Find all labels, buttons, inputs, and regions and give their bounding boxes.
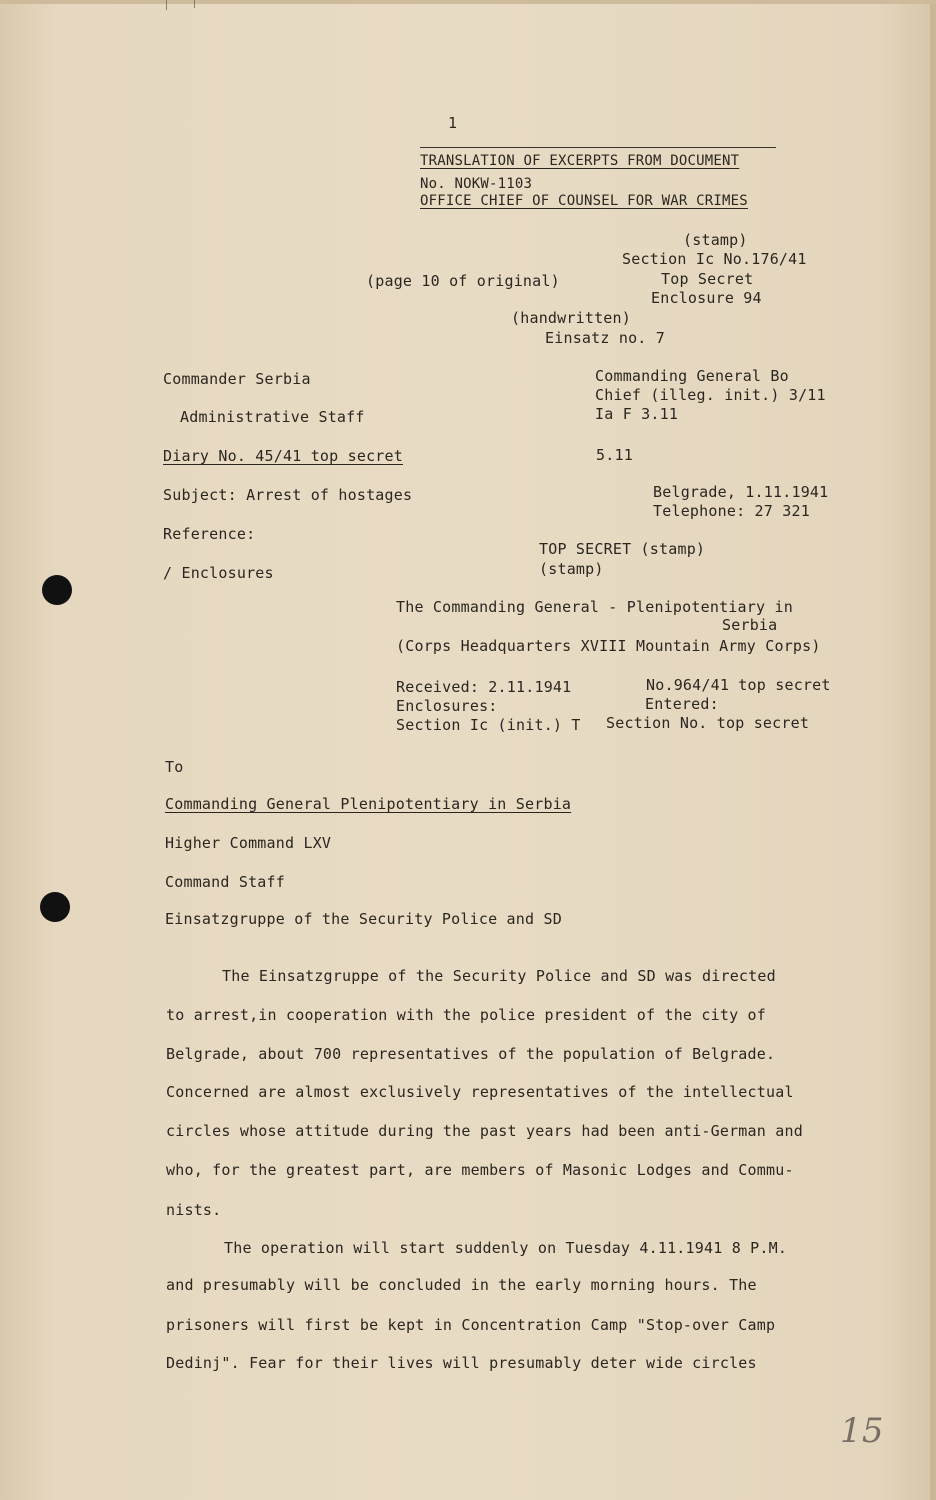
receiving-office-line2: Serbia — [722, 616, 778, 634]
body-line: The Einsatzgruppe of the Security Police and SD was directed — [222, 967, 776, 985]
date-note: 5.11 — [596, 446, 633, 464]
recipient-item: Einsatzgruppe of the Security Police and SD — [165, 910, 562, 928]
body-line: Concerned are almost exclusively representatives of the intellectual — [166, 1083, 794, 1101]
staple-mark — [166, 0, 167, 10]
body-line: circles whose attitude during the past years had been anti-German and — [166, 1122, 803, 1140]
body-line: nists. — [166, 1201, 222, 1219]
punch-hole — [42, 575, 72, 605]
section-initials: Section Ic (init.) T — [396, 716, 581, 734]
page-of-original: (page 10 of original) — [366, 272, 560, 290]
received-number: No.964/41 top secret — [646, 676, 831, 694]
enclosure-number: Enclosure 94 — [651, 289, 762, 307]
administrative-staff: Administrative Staff — [180, 408, 365, 426]
stamp-label: (stamp) — [683, 231, 748, 249]
received-date: Received: 2.11.1941 — [396, 678, 572, 696]
ia-note: Ia F 3.11 — [595, 405, 679, 423]
reference-line: Reference: — [163, 525, 256, 543]
page-edge-right — [930, 0, 936, 1500]
receiving-office-line1: The Commanding General - Plenipotentiary in — [396, 598, 793, 616]
einsatz-number: Einsatz no. 7 — [545, 329, 665, 347]
entered-label: Entered: — [645, 695, 719, 713]
translation-title: TRANSLATION OF EXCERPTS FROM DOCUMENT — [420, 153, 740, 169]
page-edge-top — [0, 0, 936, 4]
commander-serbia: Commander Serbia — [163, 370, 311, 388]
body-line: Dedinj". Fear for their lives will presumably deter wide circles — [166, 1354, 757, 1372]
recipient-item: Commanding General Plenipotentiary in Serbia — [165, 795, 572, 813]
commanding-general-note: Commanding General Bo — [595, 367, 789, 385]
enclosures-line: / Enclosures — [163, 564, 274, 582]
received-enclosures: Enclosures: — [396, 697, 498, 715]
diary-number: Diary No. 45/41 top secret — [163, 447, 403, 465]
top-secret-stamp: TOP SECRET (stamp) — [539, 540, 706, 558]
header-rule — [420, 147, 776, 148]
subject-line: Subject: Arrest of hostages — [163, 486, 413, 504]
punch-hole — [40, 892, 70, 922]
office-line: OFFICE CHIEF OF COUNSEL FOR WAR CRIMES — [420, 193, 748, 209]
chief-initials: Chief (illeg. init.) 3/11 — [595, 386, 826, 404]
stamp-note: (stamp) — [539, 560, 604, 578]
recipient-item: Command Staff — [165, 873, 285, 891]
page-number: 1 — [448, 114, 458, 132]
to-label: To — [165, 758, 184, 776]
classification: Top Secret — [661, 270, 754, 288]
body-line: The operation will start suddenly on Tuesday 4.11.1941 8 P.M. — [224, 1239, 788, 1257]
place-date: Belgrade, 1.11.1941 — [653, 483, 829, 501]
body-line: to arrest,in cooperation with the police president of the city of — [166, 1006, 766, 1024]
telephone: Telephone: 27 321 — [653, 502, 810, 520]
body-line: prisoners will first be kept in Concentration Camp "Stop-over Camp — [166, 1316, 776, 1334]
staple-mark — [194, 0, 195, 8]
body-line: Belgrade, about 700 representatives of the population of Belgrade. — [166, 1045, 776, 1063]
handwritten-page-mark: 15 — [840, 1411, 884, 1451]
body-line: and presumably will be concluded in the early morning hours. The — [166, 1276, 757, 1294]
section-number: Section Ic No.176/41 — [622, 250, 807, 268]
recipient-item: Higher Command LXV — [165, 834, 332, 852]
corps-headquarters: (Corps Headquarters XVIII Mountain Army Corps) — [396, 637, 821, 655]
handwritten-note: (handwritten) — [511, 309, 631, 327]
section-number-secret: Section No. top secret — [606, 714, 810, 732]
body-line: who, for the greatest part, are members of Masonic Lodges and Commu- — [166, 1161, 794, 1179]
document-number: No. NOKW-1103 — [420, 176, 533, 192]
